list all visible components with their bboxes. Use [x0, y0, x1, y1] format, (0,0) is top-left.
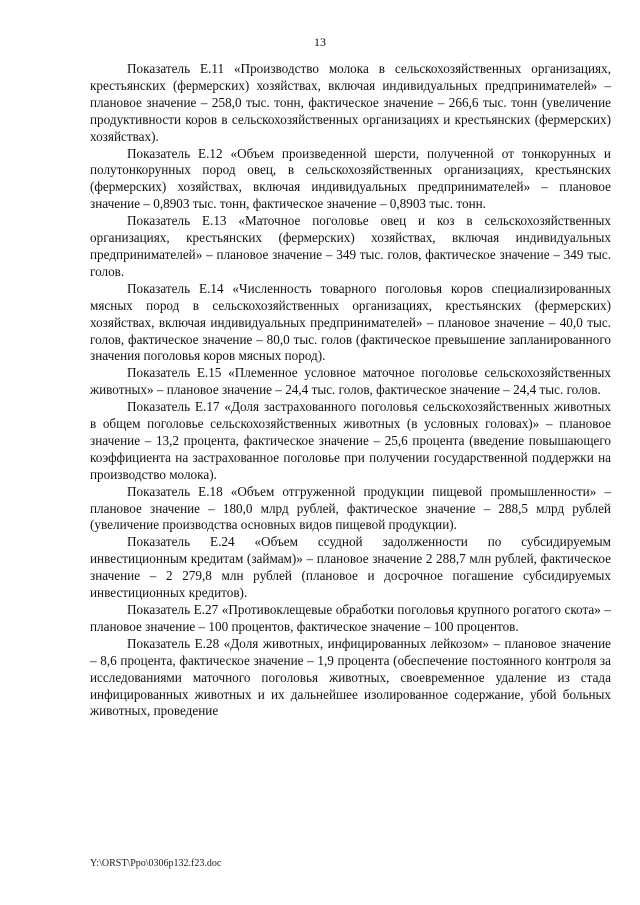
paragraph-e12: Показатель Е.12 «Объем произведенной шерсти, полученной от тонкорунных и полутонкорунных пород овец, в сельскохозяйственных организациях, крестьянских (фермерских) хозяйствах, включая индивидуальных предпринимателей» – плановое значение – 0,8903 тыс. тонн, фактическое значение – 0,8903 тыс. тонн.	[90, 145, 611, 212]
page-number: 13	[314, 35, 326, 49]
paragraph-e27: Показатель Е.27 «Противоклещевые обработки поголовья крупного рогатого скота» – плановое значение – 100 процентов, фактическое значение – 100 процентов.	[90, 602, 611, 634]
paragraph-e14: Показатель Е.14 «Численность товарного поголовья коров специализированных мясных пород в сельскохозяйственных организациях, крестьянских (фермерских) хозяйствах, включая индивидуальных предпринимателей» – плановое значение – 40,0 тыс. голов, фактическое значение – 80,0 тыс. голов (фактическое превышение запланированного значения поголовья коров мясных пород).	[90, 280, 611, 364]
paragraph-e11: Показатель Е.11 «Производство молока в сельскохозяйственных организациях, крестьянских (фермерских) хозяйствах, включая индивидуальных предпринимателей» – плановое значение – 258,0 тыс. тонн, фактическое значение – 266,6 тыс. тонн (увеличение продуктивности коров в сельскохозяйственных организациях и крестьянских (фермерских) хозяйствах).	[90, 61, 611, 144]
document-body	[90, 61, 611, 720]
paragraph-e18: Показатель Е.18 «Объем отгруженной продукции пищевой промышленности» – плановое значение – 180,0 млрд рублей, фактическое значение – 288,5 млрд рублей (увеличение производства основных видов пищевой продукции).	[90, 483, 611, 533]
file-path-footer: Y:\ORST\Ppo\0306p132.f23.doc	[90, 858, 222, 869]
paragraph-e15: Показатель Е.15 «Племенное условное маточное поголовье сельскохозяйственных животных» – плановое значение – 24,4 тыс. голов, фактическое значение – 24,4 тыс. голов.	[90, 365, 611, 398]
paragraph-e17: Показатель Е.17 «Доля застрахованного поголовья сельскохозяйственных животных в общем поголовье сельскохозяйственных животных (в условных головах)» – плановое значение – 13,2 процента, фактическое значение – 25,6 процента (введение повышающего коэффициента на застрахованное поголовье при получении государственной поддержки на производство молока).	[90, 399, 611, 482]
paragraph-e28: Показатель Е.28 «Доля животных, инфицированных лейкозом» – плановое значение – 8,6 процента, фактическое значение – 1,9 процента (обеспечение постоянного контроля за исследованиями маточного поголовья животных, своевременное удаление из стада инфицированных животных и их дальнейшее изолированное содержание, убой больных животных, проведение	[90, 635, 611, 719]
paragraph-e13: Показатель Е.13 «Маточное поголовье овец и коз в сельскохозяйственных организациях, крестьянских (фермерских) хозяйствах, включая индивидуальных предпринимателей» – плановое значение – 349 тыс. голов, фактическое значение – 349 тыс. голов.	[90, 213, 611, 279]
paragraph-e24: Показатель Е.24 «Объем ссудной задолженности по субсидируемым инвестиционным кредитам (займам)» – плановое значение 2 288,7 млн рублей, фактическое значение – 2 279,8 млн рублей (плановое и досрочное погашение субсидируемых инвестиционных кредитов).	[90, 534, 611, 601]
